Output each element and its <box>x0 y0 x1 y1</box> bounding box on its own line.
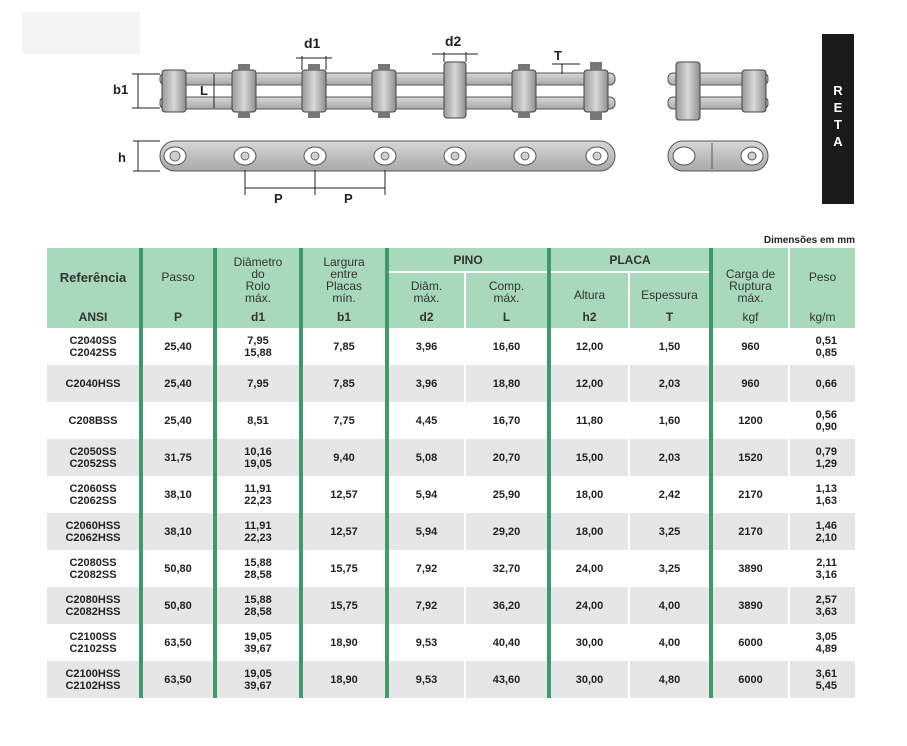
header-ansi: ANSI <box>47 306 141 328</box>
sym-T: T <box>629 306 711 328</box>
cell-peso: 3,61 5,45 <box>789 661 855 698</box>
label-L: L <box>200 83 208 98</box>
cell-comp-max: 20,70 <box>465 439 549 476</box>
table-row <box>47 402 855 439</box>
cell-passo: 50,80 <box>141 550 215 587</box>
cell-comp-max: 40,40 <box>465 624 549 661</box>
label-T: T <box>554 48 562 63</box>
header-placa: PLACA <box>549 248 711 272</box>
cell-peso: 1,13 1,63 <box>789 476 855 513</box>
sym-kgm: kg/m <box>789 306 855 328</box>
cell-passo: 31,75 <box>141 439 215 476</box>
cell-diam-max: 7,92 <box>387 550 465 587</box>
label-P-second: P <box>344 191 353 206</box>
table-row <box>47 476 855 513</box>
side-tab-letter: T <box>834 117 842 132</box>
cell-diam-max: 5,94 <box>387 513 465 550</box>
cell-peso: 0,79 1,29 <box>789 439 855 476</box>
cell-diametro: 11,91 22,23 <box>215 513 301 550</box>
table-row <box>47 513 855 550</box>
cell-largura: 18,90 <box>301 624 387 661</box>
sym-h2: h2 <box>549 306 629 328</box>
table-row <box>47 328 855 365</box>
cell-peso: 0,56 0,90 <box>789 402 855 439</box>
cell-altura: 15,00 <box>549 439 629 476</box>
cell-passo: 63,50 <box>141 624 215 661</box>
cell-comp-max: 18,80 <box>465 365 549 402</box>
sym-passo: P <box>141 306 215 328</box>
label-d1: d1 <box>304 35 321 51</box>
cell-largura: 7,75 <box>301 402 387 439</box>
cell-comp-max: 43,60 <box>465 661 549 698</box>
table-row <box>47 587 855 624</box>
cell-carga: 960 <box>711 328 789 365</box>
cell-comp-max: 16,60 <box>465 328 549 365</box>
cell-peso: 0,51 0,85 <box>789 328 855 365</box>
cell-largura: 7,85 <box>301 365 387 402</box>
cell-peso: 0,66 <box>789 365 855 402</box>
cell-diametro: 7,95 <box>215 365 301 402</box>
cell-carga: 1520 <box>711 439 789 476</box>
cell-altura: 18,00 <box>549 513 629 550</box>
cell-diametro: 10,16 19,05 <box>215 439 301 476</box>
cell-peso: 3,05 4,89 <box>789 624 855 661</box>
cell-comp-max: 29,20 <box>465 513 549 550</box>
cell-passo: 38,10 <box>141 476 215 513</box>
cell-comp-max: 16,70 <box>465 402 549 439</box>
cell-espessura: 2,03 <box>629 365 711 402</box>
cell-carga: 6000 <box>711 661 789 698</box>
cell-referencia: C2050SS C2052SS <box>47 439 141 476</box>
chain-top-view <box>113 33 615 120</box>
header-passo: Passo <box>141 248 215 306</box>
header-peso: Peso <box>789 248 855 306</box>
sym-d1: d1 <box>215 306 301 328</box>
cell-peso: 2,11 3,16 <box>789 550 855 587</box>
cell-largura: 7,85 <box>301 328 387 365</box>
cell-passo: 25,40 <box>141 328 215 365</box>
cell-passo: 25,40 <box>141 402 215 439</box>
cell-referencia: C2040HSS <box>47 365 141 402</box>
header-comp-max: Comp. máx. <box>465 272 549 306</box>
cell-largura: 18,90 <box>301 661 387 698</box>
cell-carga: 2170 <box>711 476 789 513</box>
cell-referencia: C2060HSS C2062HSS <box>47 513 141 550</box>
cell-altura: 24,00 <box>549 550 629 587</box>
cell-carga: 3890 <box>711 550 789 587</box>
header-diam-max: Diâm. máx. <box>387 272 465 306</box>
cell-altura: 30,00 <box>549 624 629 661</box>
chain-end-view-side <box>668 141 768 171</box>
cell-passo: 50,80 <box>141 587 215 624</box>
table-row <box>47 365 855 402</box>
cell-comp-max: 25,90 <box>465 476 549 513</box>
cell-referencia: C208BSS <box>68 414 118 427</box>
cell-diametro: 19,05 39,67 <box>215 661 301 698</box>
cell-diam-max: 5,94 <box>387 476 465 513</box>
cell-espessura: 2,03 <box>629 439 711 476</box>
header-altura: Altura <box>549 272 629 306</box>
cell-largura: 12,57 <box>301 513 387 550</box>
spec-table <box>47 248 855 698</box>
cell-diam-max: 7,92 <box>387 587 465 624</box>
cell-referencia: C2040SS C2042SS <box>69 334 117 359</box>
chain-diagram <box>0 0 907 230</box>
cell-diametro: 15,88 28,58 <box>215 587 301 624</box>
table-row <box>47 550 855 587</box>
cell-diametro: 7,95 15,88 <box>215 328 301 365</box>
cell-referencia: C2100HSS C2102HSS <box>47 661 141 698</box>
cell-referencia: C2060SS C2062SS <box>69 482 117 507</box>
cell-passo: 38,10 <box>141 513 215 550</box>
header-pino: PINO <box>387 248 549 272</box>
side-tab-letter: E <box>833 100 843 115</box>
cell-diam-max: 3,96 <box>387 365 465 402</box>
label-b1: b1 <box>113 82 129 97</box>
cell-carga: 2170 <box>711 513 789 550</box>
cell-diametro: 8,51 <box>215 402 301 439</box>
sym-d2: d2 <box>387 306 465 328</box>
cell-carga: 6000 <box>711 624 789 661</box>
cell-carga: 1200 <box>711 402 789 439</box>
side-tab <box>822 34 854 204</box>
cell-carga: 3890 <box>711 587 789 624</box>
table-row <box>47 439 855 476</box>
cell-diametro: 15,88 28,58 <box>215 550 301 587</box>
cell-espessura: 1,50 <box>629 328 711 365</box>
cell-altura: 12,00 <box>549 365 629 402</box>
header-carga: Carga de Ruptura máx. <box>711 248 789 306</box>
cell-largura: 12,57 <box>301 476 387 513</box>
side-tab-letter: A <box>833 134 843 149</box>
header-espessura: Espessura <box>629 272 711 306</box>
cell-altura: 30,00 <box>549 661 629 698</box>
sym-L: L <box>465 306 549 328</box>
header-referencia: Referência <box>47 248 141 306</box>
label-h: h <box>118 150 126 165</box>
cell-diametro: 19,05 39,67 <box>215 624 301 661</box>
cell-espessura: 4,00 <box>629 587 711 624</box>
cell-peso: 2,57 3,63 <box>789 587 855 624</box>
cell-largura: 15,75 <box>301 587 387 624</box>
cell-espessura: 1,60 <box>629 402 711 439</box>
cell-comp-max: 32,70 <box>465 550 549 587</box>
cell-altura: 24,00 <box>549 587 629 624</box>
header-diametro: Diâmetro do Rolo máx. <box>215 248 301 306</box>
cell-diam-max: 9,53 <box>387 661 465 698</box>
chain-side-view <box>118 141 615 206</box>
cell-peso: 1,46 2,10 <box>789 513 855 550</box>
cell-largura: 9,40 <box>301 439 387 476</box>
cell-espessura: 3,25 <box>629 513 711 550</box>
table-row <box>47 661 855 698</box>
cell-altura: 12,00 <box>549 328 629 365</box>
cell-referencia: C2100SS C2102SS <box>69 630 117 655</box>
cell-diam-max: 4,45 <box>387 402 465 439</box>
cell-espessura: 3,25 <box>629 550 711 587</box>
cell-carga: 960 <box>711 365 789 402</box>
cell-diam-max: 9,53 <box>387 624 465 661</box>
chain-end-view-top <box>668 62 768 120</box>
cell-altura: 18,00 <box>549 476 629 513</box>
cell-diametro: 11,91 22,23 <box>215 476 301 513</box>
cell-largura: 15,75 <box>301 550 387 587</box>
table-row <box>47 624 855 661</box>
label-P-first: P <box>274 191 283 206</box>
cell-passo: 63,50 <box>141 661 215 698</box>
side-tab-letter: R <box>833 83 843 98</box>
cell-espessura: 4,00 <box>629 624 711 661</box>
sym-b1: b1 <box>301 306 387 328</box>
sym-kgf: kgf <box>711 306 789 328</box>
cell-referencia: C2080HSS C2082HSS <box>47 587 141 624</box>
header-largura: Largura entre Placas mín. <box>301 248 387 306</box>
cell-referencia: C2080SS C2082SS <box>69 556 117 581</box>
units-note: Dimensões em mm <box>763 235 855 246</box>
cell-altura: 11,80 <box>549 402 629 439</box>
cell-comp-max: 36,20 <box>465 587 549 624</box>
label-d2: d2 <box>445 33 462 49</box>
smudge <box>22 12 140 54</box>
cell-espessura: 4,80 <box>629 661 711 698</box>
cell-passo: 25,40 <box>141 365 215 402</box>
cell-diam-max: 3,96 <box>387 328 465 365</box>
cell-diam-max: 5,08 <box>387 439 465 476</box>
cell-espessura: 2,42 <box>629 476 711 513</box>
